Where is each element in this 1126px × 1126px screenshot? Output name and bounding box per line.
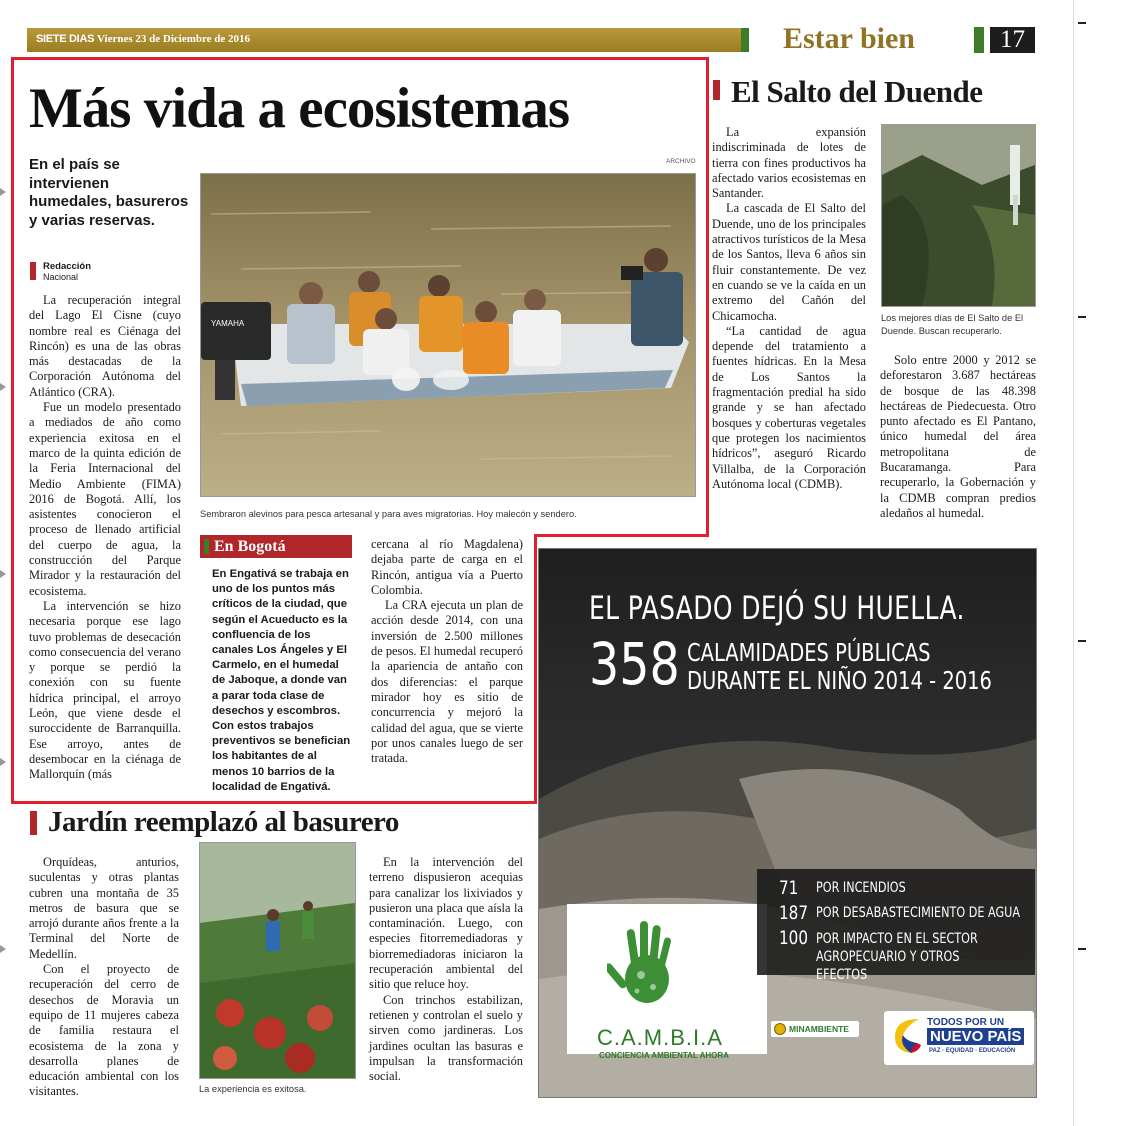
salto-col1-p3: “La cantidad de agua depende del tratamiento a fuentes hídricas. En la Mesa de Los Santos la fragmentación predial ha sido grande y se han afectado bosques y coberturas vegetales que protegen los nacimientos hídricos”, aseguró Ricardo Villalba, de la Corporación Autónoma local (CDMB). <box>712 323 866 491</box>
fold-mark-2 <box>1078 316 1086 318</box>
salto-mark <box>713 80 720 100</box>
fold-mark-4 <box>1078 948 1086 950</box>
jardin-col3 <box>369 855 523 1084</box>
highlight-frame-bottom <box>11 534 537 804</box>
ad-stat-3-value: 100 <box>779 927 809 949</box>
fold-mark-1 <box>1078 22 1086 24</box>
waterfall-photo <box>881 124 1036 307</box>
main-headline: Más vida a ecosistemas <box>29 77 570 140</box>
garden-photo <box>199 842 356 1079</box>
left-margin-arrow-2 <box>0 383 6 391</box>
ad-stat-2-label: POR DESABASTECIMIENTO DE AGUA <box>816 905 1020 921</box>
photo-credit: ARCHIVO <box>666 158 696 165</box>
main-col1-p3: La intervención se hizo necesaria porque ese lago tuvo problemas de desecación como consecuencia del verano y porque se perdió la conexión con su fuente hídrica principal, el arroyo León, que viene desde el suroccidente de Barranquilla. Ese arroyo, antes de desembocar en la ciénaga de Mallorquín (más <box>29 598 181 782</box>
ad-big-label-1: CALAMIDADES PÚBLICAS <box>687 638 931 667</box>
highlight-frame-top <box>11 57 709 537</box>
ad-stat-3-label: POR IMPACTO EN EL SECTOR AGROPECUARIO Y OTROS EFECTOS <box>816 931 978 983</box>
main-col1-p2: Fue un modelo presentado a mediados de año como experiencia exitosa en el marco de la quinta edición de la Feria Internacional del Medio Ambiente (FIMA) 2016 de Bogotá. Allí, los asistentes conocieron el proceso de llenado artificial del cuerpo de agua, la construcción del Parque Mirador y la restauración del ecosistema. <box>29 400 181 598</box>
jardin-col1-p2: Con el proyecto de recuperación del cerro de desechos de Moravia un equipo de 11 mujeres cabeza de familia restaura el ecosistema de la zona y desarrolla planes de educación ambiental con los visitantes. <box>29 962 179 1099</box>
left-margin-arrow-3 <box>0 570 6 578</box>
byline-desk: Nacional <box>43 272 79 282</box>
ad-brand-tagline: CONCIENCIA AMBIENTAL AHORA <box>599 1051 729 1060</box>
jardin-col3-p2: Con trinchos estabilizan, retienen y controlan el suelo y sirven como jardineras. Los jardines ocultan las basuras e impulsan la transformación social. <box>369 992 523 1084</box>
left-margin-arrow-5 <box>0 945 6 953</box>
jardin-col3-p1: En la intervención del terreno dispusieron acequias para canalizar los lixiviados y pusieron una placa que aísla la contaminación. Luego, con especies fitorremediadoras y biorremediadoras iniciaron la recuperación ambiental del sitio que reluce hoy. <box>369 855 523 992</box>
jardin-headline: Jardín reemplazó al basurero <box>48 806 399 838</box>
ad-brand: C.A.M.B.I.A <box>597 1025 723 1050</box>
minambiente-seal-icon <box>774 1023 786 1035</box>
issue-date: Viernes 23 de Diciembre de 2016 <box>97 33 251 45</box>
page-number: 17 <box>990 27 1035 53</box>
jardin-col1-p1: Orquídeas, anturios, suculentas y otras plantas cubren una montaña de 35 metros de basura que se arrojó durante años frente a la Terminal del Norte de Medellín. <box>29 855 179 961</box>
left-margin-arrow-1 <box>0 188 6 196</box>
ad-stat-1-value: 71 <box>779 877 799 899</box>
byline-name: Redacción <box>43 261 92 272</box>
ad-stat-1-label: POR INCENDIOS <box>816 880 906 896</box>
salto-col1 <box>712 125 866 492</box>
gov-line-3: PAZ · EQUIDAD · EDUCACIÓN <box>929 1048 1016 1054</box>
waterfall-caption: Los mejores días de El Salto de El Duende. Buscan recuperarlo. <box>881 313 1024 336</box>
jardin-col1 <box>29 855 179 1100</box>
jardin-mark <box>30 811 37 835</box>
ad-big-number: 358 <box>589 630 680 698</box>
gov-line-1: TODOS POR UN <box>927 1017 1005 1028</box>
sidebar-title: En Bogotá <box>214 538 286 555</box>
page-number-mark <box>974 27 984 53</box>
boat-brand-label: YAMAHA <box>211 319 245 328</box>
salto-col2 <box>880 353 1036 521</box>
garden-caption: La experiencia es exitosa. <box>199 1084 307 1094</box>
boat-photo-caption: Sembraron alevinos para pesca artesanal y para aves migratorias. Hoy malecón y sendero. <box>200 509 577 519</box>
header-green-mark <box>741 28 749 52</box>
salto-col2-p1: Solo entre 2000 y 2012 se deforestaron 3.687 hectáreas de bosque de las 48.398 hectáreas de Piedecuesta. Otro punto afectado es El Pantano, único humedal del área metropolitana de Bucaramanga. Para recuperarlo, la Gobernación y la CDMB compran predios aledaños al humedal. <box>880 353 1036 520</box>
section-tag: SIETE DIAS <box>36 33 95 45</box>
salto-headline: El Salto del Duende <box>731 74 983 109</box>
ad-ministry: MINAMBIENTE <box>789 1024 849 1034</box>
main-col3-p1: cercana al río Magdalena) dejaba parte de carga en el Rincón, antigua vía a Puerto Colombia. <box>371 537 523 597</box>
hand-print-icon <box>607 917 687 1009</box>
scan-edge <box>1073 0 1074 1126</box>
section-name: Estar bien <box>783 22 915 55</box>
ad-stat-2-value: 187 <box>779 902 809 924</box>
ad-panel <box>538 548 1037 1098</box>
salto-col1-p1: La expansión indiscriminada de lotes de tierra con fines productivos ha afectado varios ecosistemas en Santander. <box>712 125 866 201</box>
left-margin-arrow-4 <box>0 758 6 766</box>
ad-headline: EL PASADO DEJÓ SU HUELLA. <box>589 589 965 627</box>
main-subhead: En el país se intervienen humedales, basureros y varias reservas. <box>29 156 189 229</box>
salto-col1-p2: La cascada de El Salto del Duende, uno de los principales atractivos turísticos de la Mesa de los Santos, lleva 6 años sin fluir constantemente. De vez en cuando se ve la caída en un extremo del Cañón del Chicamocha. <box>712 201 866 323</box>
ad-big-label-2: DURANTE EL NIÑO 2014 - 2016 <box>687 666 992 695</box>
sidebar-text: En Engativá se trabaja en uno de los puntos más críticos de la ciudad, que según el Acueducto es la confluencia de los canales Los Ángeles y El Carmelo, en el humedal de Jaboque, a donde van a parar toda clase de desechos y escombros. Con estos trabajos preventivos se benefician los habitantes de al menos 10 barrios de la localidad de Engativá. <box>212 568 351 793</box>
main-col3-p2: La CRA ejecuta un plan de acción desde 2014, con una inversión de 2.500 millones de pesos. El humedal recuperó la apariencia de antaño con dos diferencias: el parque mirador hoy es sitio de concurrencia y mejoró la calidad del agua, que se vierte por unos canales luego de ser tratada. <box>371 598 523 766</box>
colombia-flag-icon <box>889 1015 923 1055</box>
main-col1-p1: La recuperación integral del Lago El Cisne (cuyo nombre real es Ciénaga del Rincón) es una de las obras más destacadas de la Corporación Autónoma del Atlántico (CRA). <box>29 293 181 399</box>
fold-mark-3 <box>1078 640 1086 642</box>
gov-line-2: NUEVO PAÍS <box>927 1028 1024 1045</box>
highlight-frame-step <box>534 534 709 537</box>
